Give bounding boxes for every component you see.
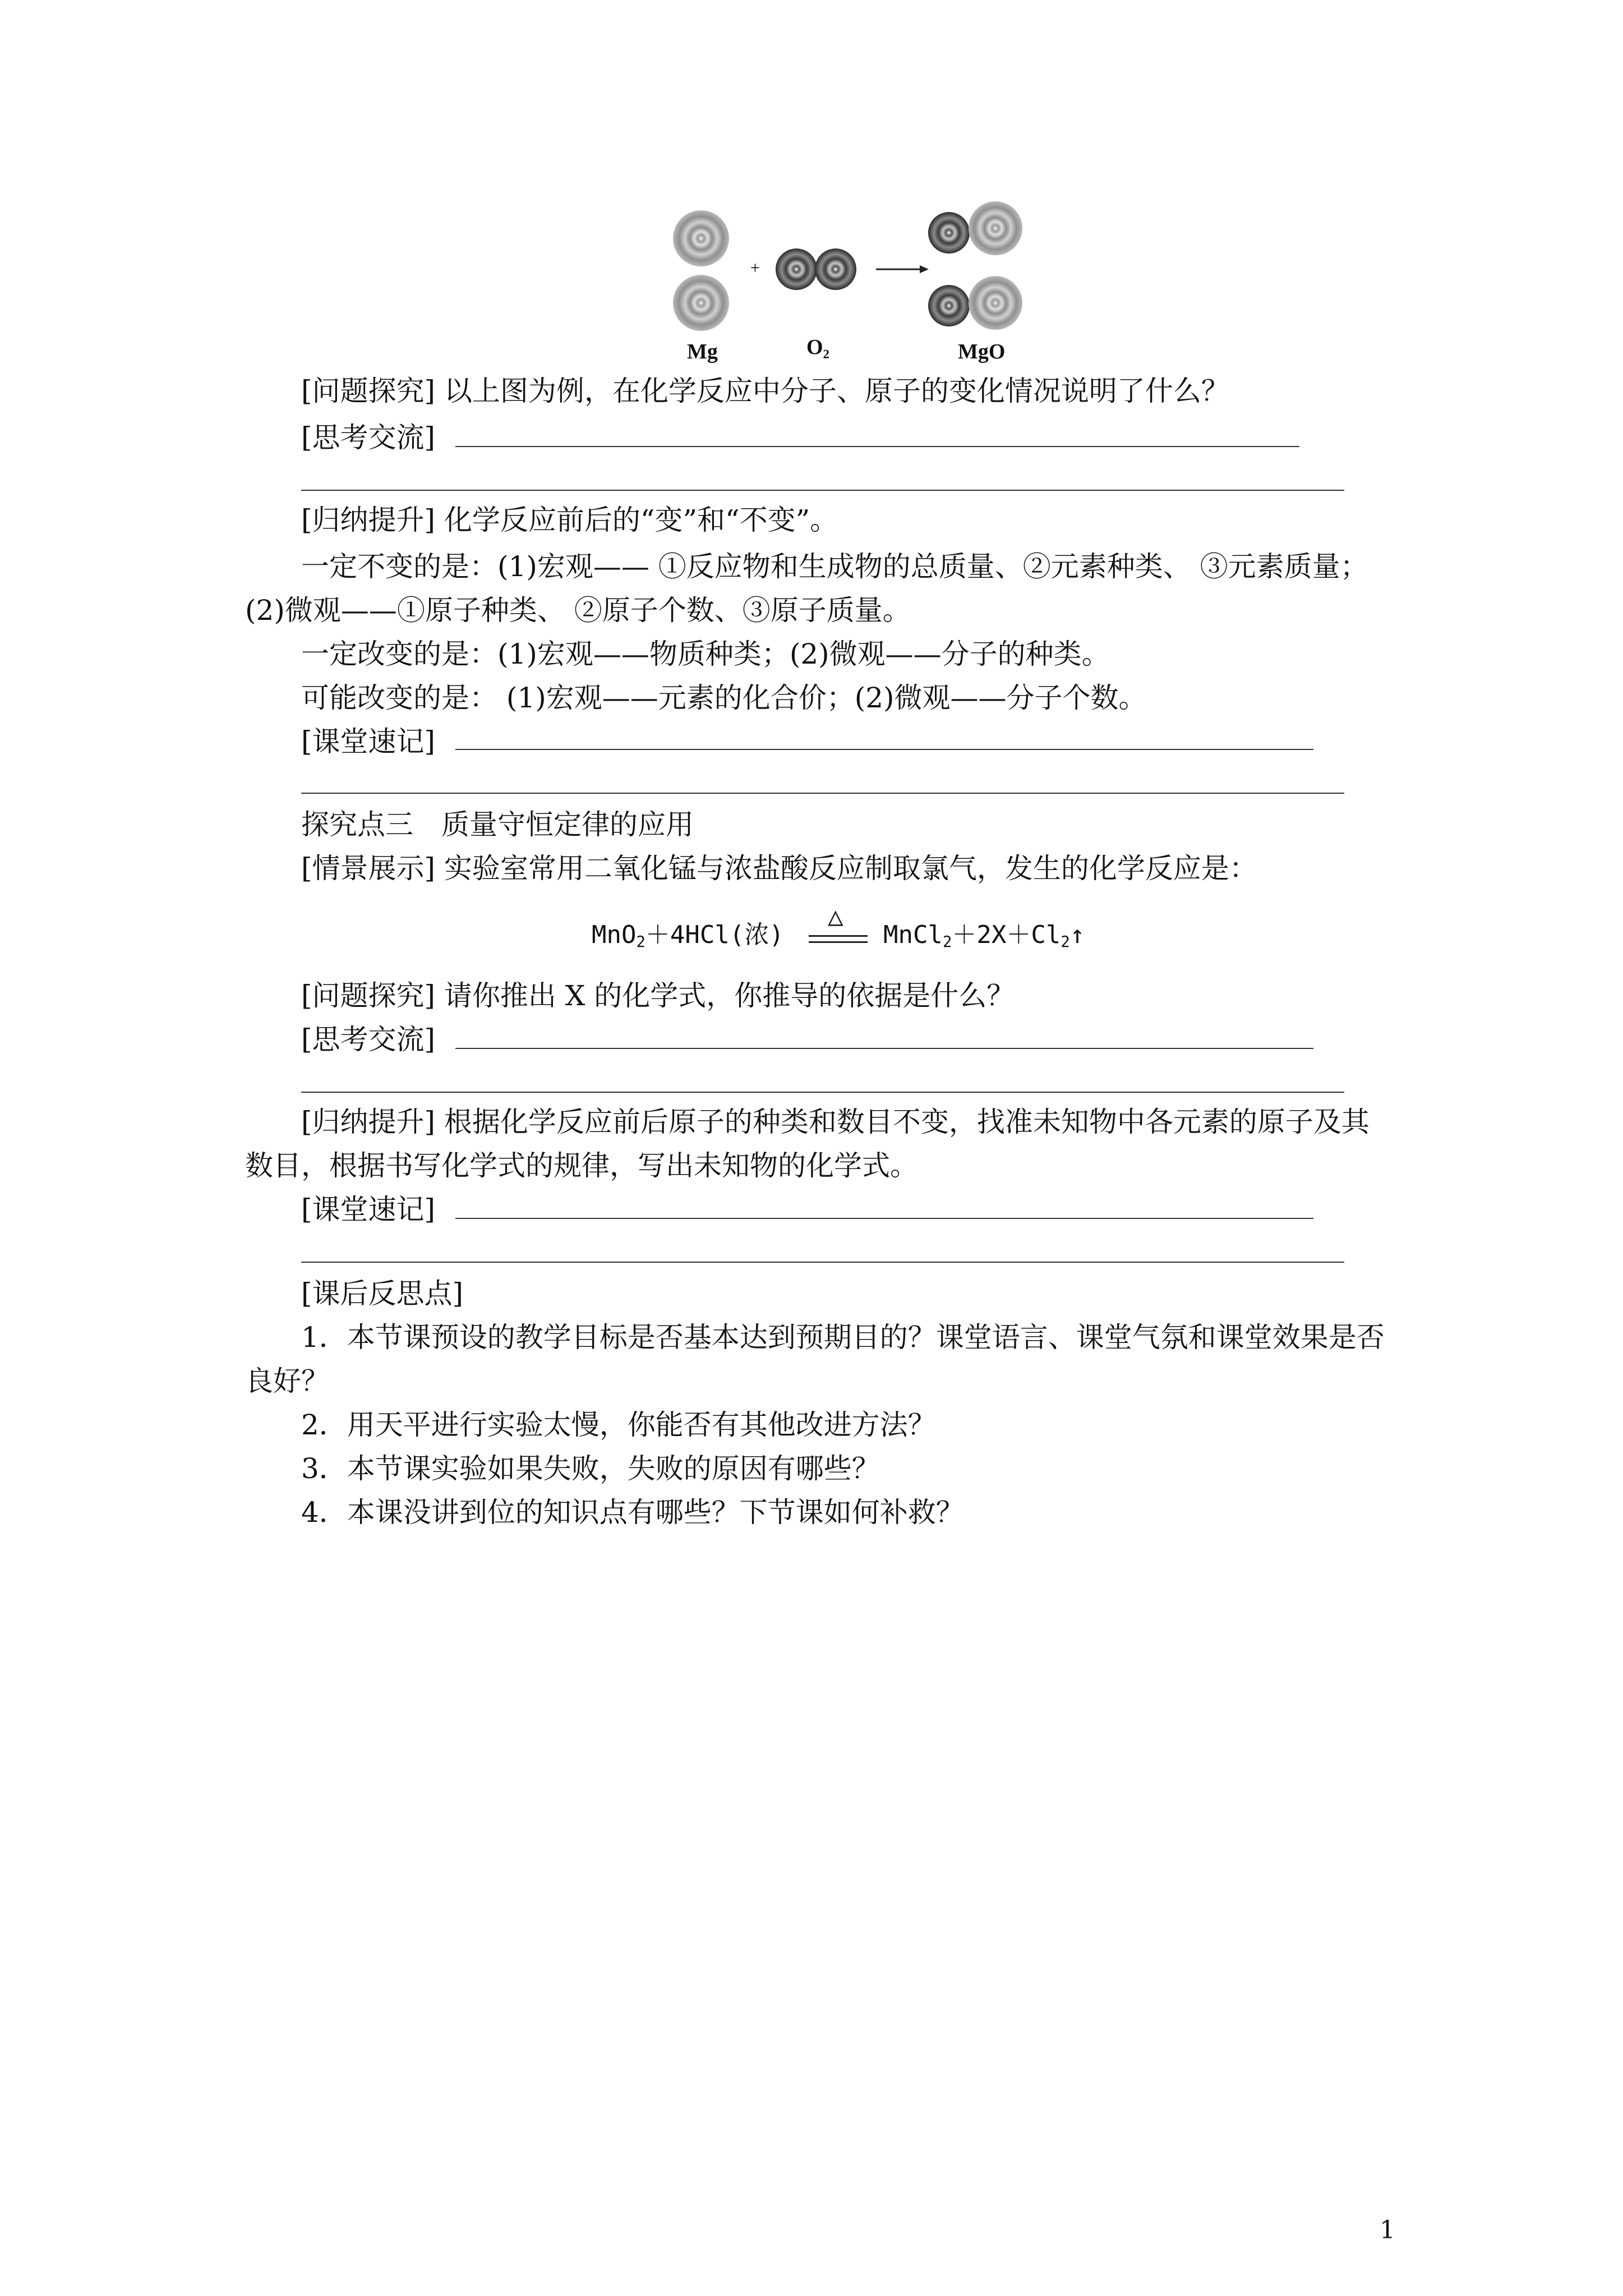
mg-atom-icon — [673, 275, 729, 331]
o-atom-icon — [928, 212, 970, 254]
o-atom-icon — [776, 249, 817, 290]
answer-line — [455, 1048, 1313, 1049]
class-notes-label-2: [课堂速记] — [301, 725, 436, 758]
o-atom-icon — [928, 285, 970, 326]
equation-reactants: MnO$_2$＋4HCl(浓) — [592, 921, 784, 951]
reflection-q4: 4．本课没讲到位的知识点有哪些？下节课如何补救？ — [301, 1496, 964, 1529]
scene-display: [情景展示] 实验室常用二氧化锰与浓盐酸反应制取氯气，发生的化学反应是： — [301, 852, 1257, 885]
plus-sign: + — [750, 259, 760, 277]
mg-atom-icon — [969, 276, 1022, 330]
class-notes-label-3: [课堂速记] — [301, 1193, 436, 1226]
mg-o2-reaction-figure — [662, 194, 1054, 373]
equation-products: $MnCl_2+2X+Cl_2↑$ — [883, 921, 1085, 951]
answer-line — [301, 793, 1344, 794]
reflection-q1: 1．本节课预设的教学目标是否基本达到预期目的？课堂语言、课堂气氛和课堂效果是否 — [301, 1321, 1385, 1354]
summary-title-2: [归纳提升] 化学反应前后的“变”和“不变”。 — [301, 504, 838, 536]
answer-line — [455, 446, 1299, 447]
label-mg: Mg — [687, 340, 718, 364]
unchanged-line-2: (2)微观——①原子种类、 ②原子个数、③原子质量。 — [245, 594, 911, 627]
section-heading-3: 探究点三 质量守恒定律的应用 — [301, 808, 694, 841]
think-exchange-label-3: [思考交流] — [301, 1023, 436, 1056]
reflection-title: [课后反思点] — [301, 1277, 464, 1310]
heat-condition-icon: △ — [828, 901, 843, 931]
mg-atom-icon — [673, 210, 729, 266]
summary-line-2: 数目，根据书写化学式的规律，写出未知物的化学式。 — [245, 1149, 918, 1182]
changed-line: 一定改变的是：(1)宏观——物质种类；(2)微观——分子的种类。 — [301, 638, 1110, 670]
reflection-q3: 3．本节课实验如果失败，失败的原因有哪些？ — [301, 1452, 880, 1485]
unchanged-line-1: 一定不变的是：(1)宏观—— ①反应物和生成物的总质量、②元素种类、 ③元素质量； — [301, 550, 1368, 583]
reaction-arrow-icon — [920, 265, 929, 273]
mg-atom-icon — [969, 201, 1022, 255]
problem-inquiry-2: [问题探究] 以上图为例，在化学反应中分子、原子的变化情况说明了什么？ — [301, 375, 1229, 407]
answer-line — [301, 1262, 1344, 1263]
label-o2: O₂ — [806, 335, 829, 359]
equation-sign — [809, 935, 868, 937]
equation-sign — [809, 941, 868, 943]
answer-line — [455, 749, 1313, 750]
gas-arrow-icon: ↑ — [1069, 921, 1085, 949]
reflection-q1-cont: 良好？ — [245, 1365, 329, 1397]
summary-line-1: [归纳提升] 根据化学反应前后原子的种类和数目不变，找准未知物中各元素的原子及其 — [301, 1106, 1370, 1138]
o-atom-icon — [815, 249, 856, 290]
answer-line — [455, 1218, 1313, 1219]
maybe-changed-line: 可能改变的是： (1)宏观——元素的化合价；(2)微观——分子个数。 — [301, 682, 1147, 714]
answer-line — [301, 1092, 1344, 1093]
problem-inquiry-3: [问题探究] 请你推出 X 的化学式，你推导的依据是什么？ — [301, 979, 1015, 1012]
page-number: 1 — [1380, 2216, 1395, 2244]
answer-line — [301, 490, 1344, 491]
reflection-q2: 2．用天平进行实验太慢，你能否有其他改进方法？ — [301, 1409, 936, 1441]
think-exchange-label-2: [思考交流] — [301, 421, 436, 454]
label-mgo: MgO — [958, 340, 1006, 364]
